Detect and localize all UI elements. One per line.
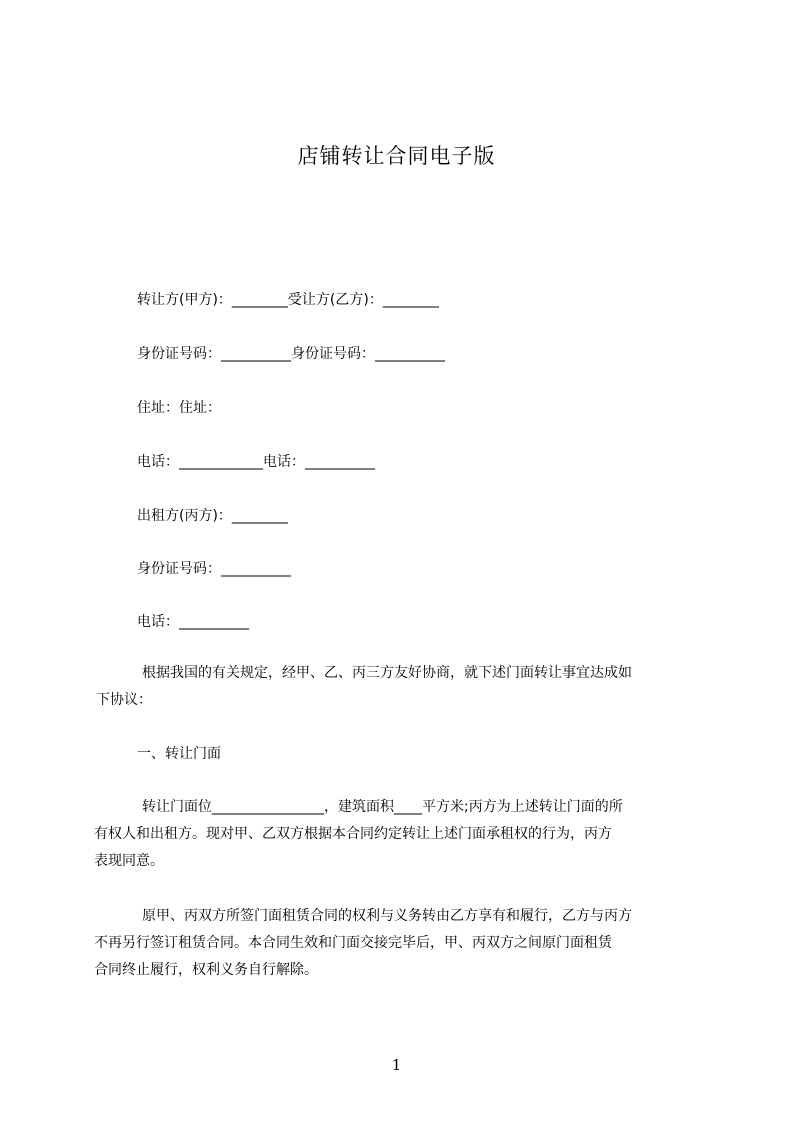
rights-paragraph-row: 原甲、丙双方所签门面租赁合同的权利与义务转由乙方享有和履行，乙方与丙方 [142, 908, 632, 924]
rights-paragraph-row: 不再另行签订租赁合同。本合同生效和门面交接完毕后，甲、丙双方之间原门面租赁 [94, 935, 612, 951]
rights-paragraph [94, 903, 703, 984]
transfer-paragraph-row: 转让门面位________________，建筑面积____平方米;丙方为上述转让门面的所 [142, 799, 623, 815]
section-heading: 一、转让门面 [137, 746, 221, 762]
transfer-paragraph [94, 794, 703, 875]
transfer-paragraph-row: 有权人和出租方。现对甲、乙双方根据本合同约定转让上述门面承租权的行为，丙方 [94, 826, 612, 842]
document-title: 店铺转让合同电子版 [297, 144, 496, 168]
address-field-line: 住址：住址： [137, 400, 221, 416]
intro-paragraph-row: 根据我国的有关规定，经甲、乙、丙三方友好协商，就下述门面转让事宜达成如 [142, 665, 632, 681]
intro-paragraph-row: 下协议： [96, 692, 152, 708]
lessor-phone-field-line: 电话：__________ [137, 614, 249, 630]
lessor-field-line: 出租方(丙方)：________ [137, 508, 288, 524]
transfer-paragraph-row: 表现同意。 [94, 853, 164, 869]
rights-paragraph-row: 合同终止履行，权利义务自行解除。 [94, 962, 318, 978]
page-number: 1 [391, 1056, 402, 1074]
phone-field-line: 电话：____________电话：__________ [137, 454, 375, 470]
intro-paragraph [96, 660, 703, 714]
transferor-field-line: 转让方(甲方)：________受让方(乙方)：________ [137, 292, 439, 308]
id-number-field-line: 身份证号码：__________身份证号码：__________ [137, 346, 445, 362]
lessor-id-field-line: 身份证号码：__________ [137, 561, 291, 577]
